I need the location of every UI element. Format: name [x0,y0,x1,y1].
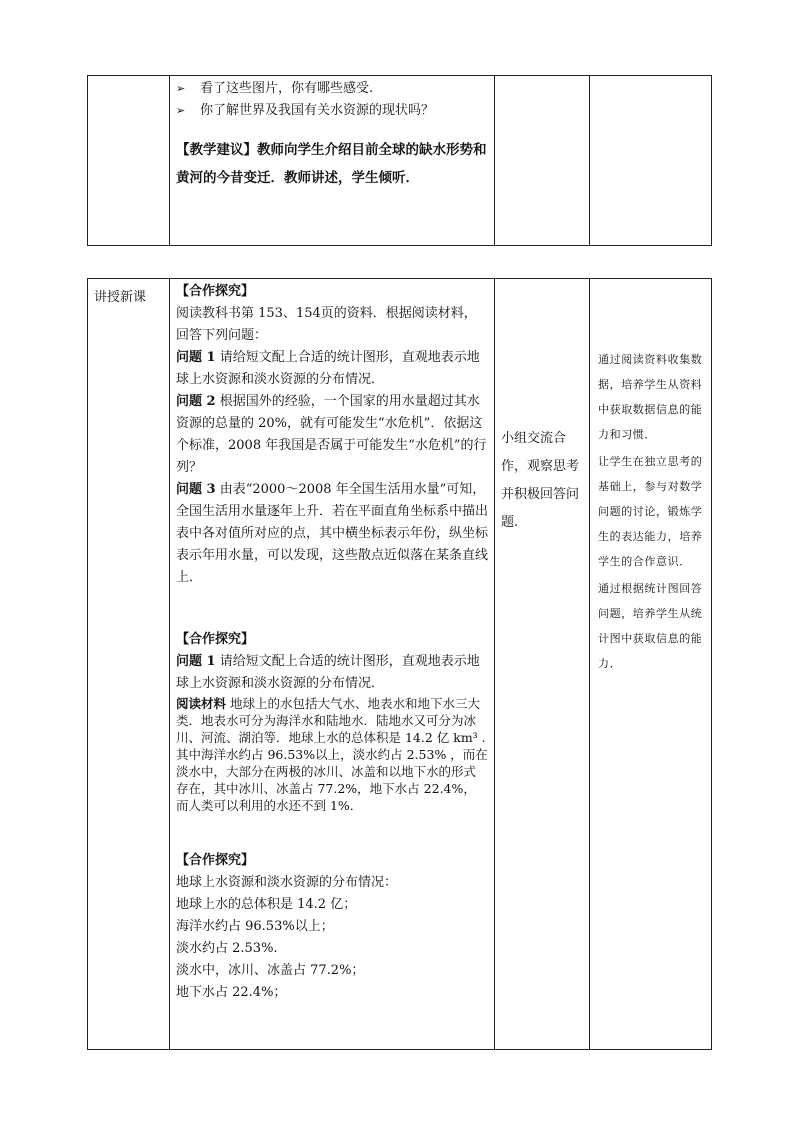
bullet-item [176,100,488,122]
teaching-suggestion [176,136,488,192]
summary-line: 淡水约占 2.53%. [176,941,278,956]
top-lesson-table [87,75,712,246]
summary-line: 地球上水的总体积是 14.2 亿； [176,897,357,912]
top-col-stage [88,76,170,246]
design-intent-paragraph: 通过根据统计图回答问题，培养学生从统计图中获取信息的能力． [598,582,703,670]
arrow-bullet-icon: ➢ [176,104,186,117]
question-label: 问题 1 [176,350,216,365]
design-intent-paragraph: 通过阅读资料收集数据，培养学生从资料中获取数据信息的能力和习惯． [598,353,703,441]
question-label: 问题 1 [176,654,216,669]
top-col-activity [495,76,590,246]
bullet-item [176,78,488,100]
section-header: 【合作探究】 [176,284,255,299]
summary-line: 海洋水约占 96.53%以上； [176,919,334,934]
content-cell [170,279,495,1050]
suggestion-tag: 【教学建议】 [176,142,257,158]
main-lesson-table [87,278,712,1050]
suggestion-text: 教师向学生介绍目前全球的缺水形势和黄河的今昔变迁．教师讲述，学生倾听． [176,142,487,186]
summary-line: 淡水中，冰川、冰盖占 77.2%； [176,963,365,978]
top-col-intent [590,76,712,246]
question-text: 请给短文配上合适的统计图形，直观地表示地球上水资源和淡水资源的分布情况． [176,350,480,387]
question-2 [176,391,488,479]
question-text: 请给短文配上合适的统计图形，直观地表示地球上水资源和淡水资源的分布情况． [176,654,480,691]
section-intro: 阅读教科书第 153、154页的资料．根据阅读材料，回答下列问题： [176,306,477,343]
question-1 [176,347,488,391]
stage-label: 讲授新课 [94,290,147,305]
question-text: 由表“2000～2008 年全国生活用水量”可知，全国生活用水量逐年上升．若在平面直角坐标系中描出表中各对值所对应的点，其中横坐标表示年份，纵坐标表示年用水量，可以发现，这些散点近似落在某条直线上． [176,482,489,585]
bullet-text: 看了这些图片，你有哪些感受. [200,81,374,96]
question-text: 根据国外的经验，一个国家的用水量超过其水资源的总量的 20%，就有可能发生“水危机”．依据这个标准，2008 年我国是否属于可能发生“水危机”的行列？ [176,394,487,475]
stage-cell [88,279,170,1050]
question-1 [176,651,488,695]
reading-material [176,695,488,814]
activity-cell [495,279,590,1050]
section-header: 【合作探究】 [176,632,255,647]
summary-line: 地球上水资源和淡水资源的分布情况： [176,875,398,890]
intent-cell [590,279,712,1050]
student-activity: 小组交流合作，观察思考并积极回答问题. [501,431,580,530]
question-3 [176,479,488,589]
arrow-bullet-icon: ➢ [176,82,186,95]
reading-label: 阅读材料 [176,696,227,711]
top-col-content [170,76,495,246]
bullet-text: 你了解世界及我国有关水资源的现状吗？ [200,103,435,118]
section-header: 【合作探究】 [176,853,255,868]
summary-line: 地下水占 22.4%； [176,985,287,1000]
question-label: 问题 3 [176,482,216,497]
design-intent-paragraph: 让学生在独立思考的基础上，参与对数学问题的讨论，锻炼学生的表达能力，培养学生的合作意识． [598,455,703,568]
reading-text: 地球上的水包括大气水、地表水和地下水三大类．地表水可分为海洋水和陆地水．陆地水又可分为冰川、河流、湖泊等．地球上水的总体积是 14.2 亿 km³ .其中海洋水约占 96.53%以上，淡水约占 2.53% ，而在淡水中，大部分在两极的冰川、冰盖和以地下水的形式存在，其中冰川、冰盖占 77.2%，地下水占 22.4%，而人类可以利用的水还不到 1%． [176,696,488,813]
question-label: 问题 2 [176,394,216,409]
